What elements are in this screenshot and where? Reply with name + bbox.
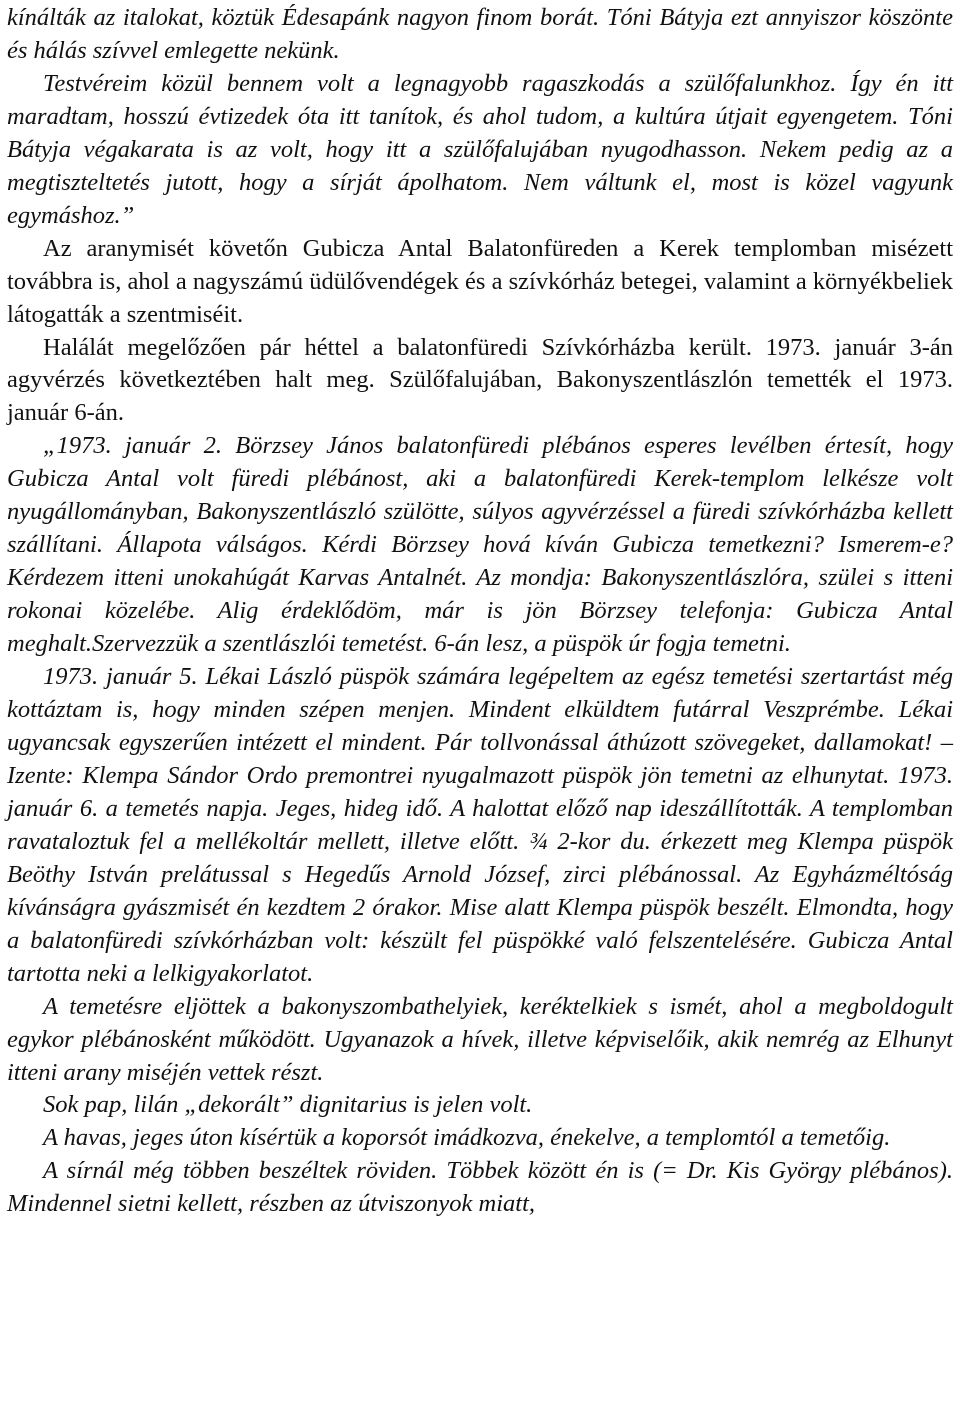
paragraph-10: A sírnál még többen beszéltek röviden. Többek között én is (= Dr. Kis György plébános). Mindennel sietni kellett, részben az útviszonyok miatt, — [7, 1157, 953, 1218]
paragraph-2: Testvéreim közül bennem volt a legnagyobb ragaszkodás a szülőfalunkhoz. Így én itt maradtam, hosszú évtizedek óta itt tanítok, és ahol tudom, a kultúra útjait egyengetem. Tóni Bátyja végakarata is az volt, hogy itt a szülőfalujában nyugodhasson. Nekem pedig az a megtiszteltetés jutott, hogy a sírját ápolhatom. Nem váltunk el, most is közel vagyunk egymáshoz.” — [7, 69, 953, 229]
paragraph-5: „1973. január 2. Börzsey János balatonfüredi plébános esperes levélben értesít, hogy Gubicza Antal volt füredi plébánost, aki a balatonfüredi Kerek-templom lelkésze volt nyugállományban, Bakonyszentlászló szülötte, súlyos agyvérzéssel a füredi szívkórházba kellett szállítani. Állapota válságos. Kérdi Börzsey hová kíván Gubicza temetkezni? Ismerem-e? Kérdezem itteni unokahúgát Karvas Antalnét. Az mondja: Bakonyszentlászlóra, szülei s itteni rokonai közelébe. Alig érdeklődöm, már is jön Börzsey telefonja: Gubicza Antal meghalt.Szervezzük a szentlászlói temetést. 6-án lesz, a püspök úr fogja temetni. — [7, 432, 953, 658]
paragraph-9: A havas, jeges úton kísértük a koporsót imádkozva, énekelve, a templomtól a temetőig. — [43, 1124, 891, 1152]
paragraph-3: Az aranymisét követőn Gubicza Antal Balatonfüreden a Kerek templomban misézett továbbra is, ahol a nagyszámú üdülővendégek és a szívkórház betegei, valamint a környékbeliek látogatták a szentmiséit. — [7, 234, 953, 328]
paragraph-6: 1973. január 5. Lékai László püspök számára legépeltem az egész temetési szertartást még kottáztam is, hogy minden szépen menjen. Mindent elküldtem futárral Veszprémbe. Lékai ugyancsak egyszerűen intézett el mindent. Pár tollvonással áthúzott szövegeket, dallamokat! – Izente: Klempa Sándor Ordo premontrei nyugalmazott püspök jön temetni az elhunytat. 1973. január 6. a temetés napja. Jeges, hideg idő. A halottat előző nap ideszállították. A templomban ravataloztuk fel a mellékoltár mellett, illetve előtt. ¾ 2-kor du. érkezett meg Klempa püspök Beöthy István prelátussal s Hegedűs Arnold József, zirci plébánossal. Az Egyházméltóság kívánságra gyászmisét én kezdtem 2 órakor. Mise alatt Klempa püspök beszélt. Elmondta, hogy a balatonfüredi szívkórházban volt: készült fel püspökké való felszentelésére. Gubicza Antal tartotta neki a lelkigyakorlatot. — [7, 663, 953, 987]
paragraph-1: kínálták az italokat, köztük Édesapánk nagyon finom borát. Tóni Bátyja ezt annyiszor köszönte és hálás szívvel emlegette nekünk. — [7, 4, 953, 64]
paragraph-7: A temetésre eljöttek a bakonyszombathelyiek, keréktelkiek s ismét, ahol a megboldogult egykor plébánosként működött. Ugyanazok a hívek, illetve képviselőik, akik nemrég az Elhunyt itteni arany miséjén vettek részt. — [7, 992, 953, 1086]
document-page — [7, 2, 953, 1221]
paragraph-8: Sok pap, lilán „dekorált” dignitarius is jelen volt. — [43, 1091, 533, 1119]
paragraph-4: Halálát megelőzően pár héttel a balatonfüredi Szívkórházba került. 1973. január 3-án agyvérzés következtében halt meg. Szülőfalujában, Bakonyszentlászlón temették el 1973. január 6-án. — [7, 333, 953, 427]
